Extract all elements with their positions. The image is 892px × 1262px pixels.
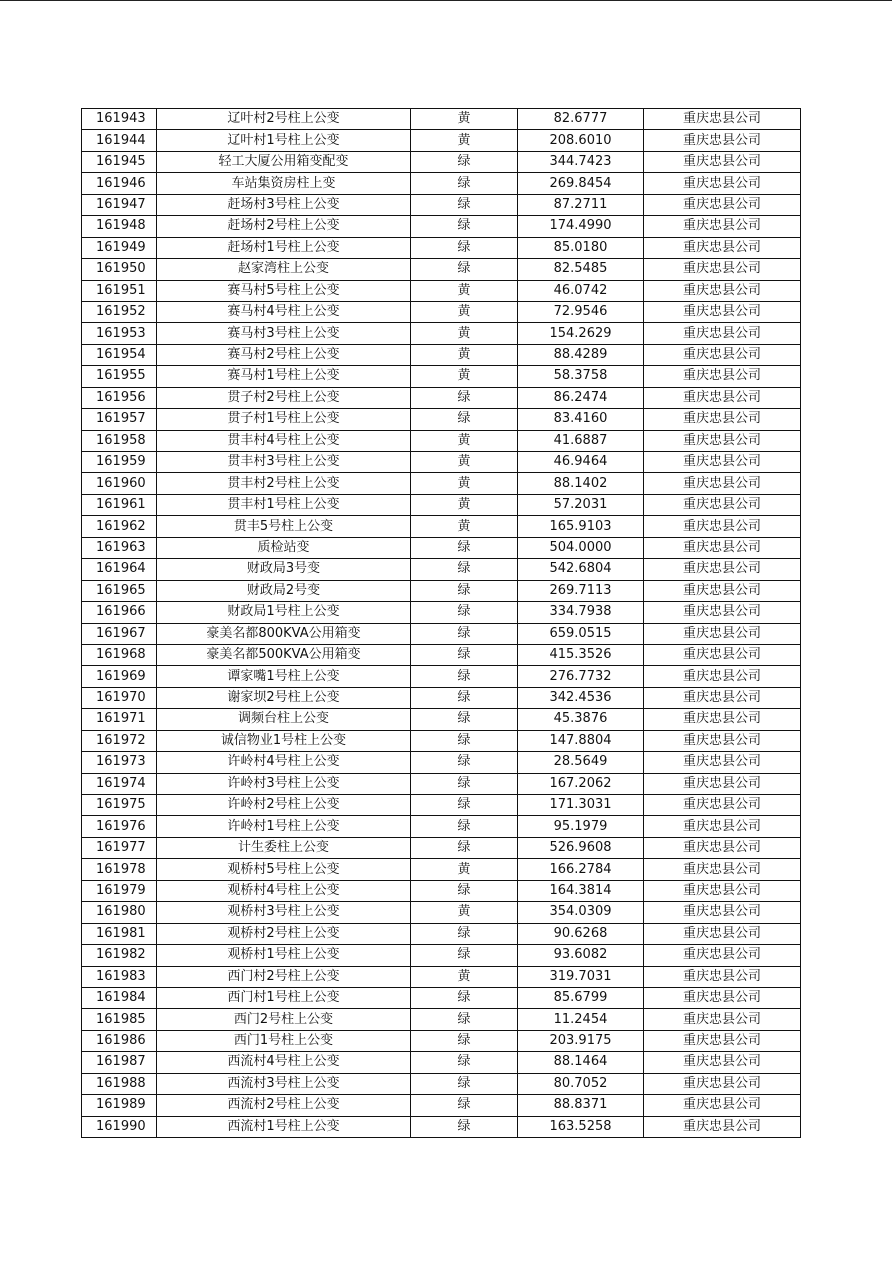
table-row: [82, 366, 801, 387]
transformer-name-cell: 车站集资房柱上变: [157, 173, 411, 194]
value-cell: 342.4536: [518, 687, 644, 708]
value-cell: 354.0309: [518, 902, 644, 923]
transformer-name-cell: 许岭村4号柱上公变: [157, 752, 411, 773]
table-row: [82, 1030, 801, 1051]
table-row: [82, 323, 801, 344]
status-color-cell: 黄: [411, 494, 518, 515]
company-cell: 重庆忠县公司: [644, 1116, 801, 1137]
value-cell: 90.6268: [518, 923, 644, 944]
status-color-cell: 绿: [411, 987, 518, 1008]
status-color-cell: 绿: [411, 1095, 518, 1116]
status-color-cell: 绿: [411, 752, 518, 773]
value-cell: 659.0515: [518, 623, 644, 644]
status-color-cell: 绿: [411, 537, 518, 558]
company-cell: 重庆忠县公司: [644, 151, 801, 172]
value-cell: 504.0000: [518, 537, 644, 558]
record-id-cell: 161963: [82, 537, 157, 558]
page-top-rule: [0, 0, 892, 1]
status-color-cell: 绿: [411, 194, 518, 215]
status-color-cell: 黄: [411, 430, 518, 451]
record-id-cell: 161982: [82, 945, 157, 966]
company-cell: 重庆忠县公司: [644, 537, 801, 558]
company-cell: 重庆忠县公司: [644, 795, 801, 816]
value-cell: 269.8454: [518, 173, 644, 194]
status-color-cell: 黄: [411, 301, 518, 322]
transformer-name-cell: 观桥村3号柱上公变: [157, 902, 411, 923]
record-id-cell: 161968: [82, 644, 157, 665]
value-cell: 147.8804: [518, 730, 644, 751]
value-cell: 46.0742: [518, 280, 644, 301]
value-cell: 319.7031: [518, 966, 644, 987]
status-color-cell: 黄: [411, 902, 518, 923]
company-cell: 重庆忠县公司: [644, 409, 801, 430]
table-row: [82, 816, 801, 837]
record-id-cell: 161970: [82, 687, 157, 708]
transformer-name-cell: 贯丰村2号柱上公变: [157, 473, 411, 494]
table-row: [82, 687, 801, 708]
company-cell: 重庆忠县公司: [644, 580, 801, 601]
table-row: [82, 730, 801, 751]
transformer-name-cell: 贯子村1号柱上公变: [157, 409, 411, 430]
record-id-cell: 161954: [82, 344, 157, 365]
record-id-cell: 161957: [82, 409, 157, 430]
transformer-name-cell: 西流村3号柱上公变: [157, 1073, 411, 1094]
record-id-cell: 161975: [82, 795, 157, 816]
transformer-name-cell: 西门2号柱上公变: [157, 1009, 411, 1030]
company-cell: 重庆忠县公司: [644, 816, 801, 837]
status-color-cell: 黄: [411, 280, 518, 301]
table-row: [82, 109, 801, 130]
transformer-name-cell: 财政局1号柱上公变: [157, 602, 411, 623]
value-cell: 58.3758: [518, 366, 644, 387]
transformer-name-cell: 赛马村4号柱上公变: [157, 301, 411, 322]
company-cell: 重庆忠县公司: [644, 280, 801, 301]
value-cell: 86.2474: [518, 387, 644, 408]
record-id-cell: 161960: [82, 473, 157, 494]
record-id-cell: 161990: [82, 1116, 157, 1137]
company-cell: 重庆忠县公司: [644, 1073, 801, 1094]
table-row: [82, 923, 801, 944]
transformer-name-cell: 辽叶村2号柱上公变: [157, 109, 411, 130]
table-row: [82, 880, 801, 901]
value-cell: 45.3876: [518, 709, 644, 730]
table-row: [82, 966, 801, 987]
value-cell: 57.2031: [518, 494, 644, 515]
transformer-name-cell: 贯丰村1号柱上公变: [157, 494, 411, 515]
status-color-cell: 绿: [411, 216, 518, 237]
value-cell: 11.2454: [518, 1009, 644, 1030]
company-cell: 重庆忠县公司: [644, 752, 801, 773]
record-id-cell: 161961: [82, 494, 157, 515]
company-cell: 重庆忠县公司: [644, 837, 801, 858]
company-cell: 重庆忠县公司: [644, 902, 801, 923]
transformer-name-cell: 赶场村3号柱上公变: [157, 194, 411, 215]
record-id-cell: 161983: [82, 966, 157, 987]
company-cell: 重庆忠县公司: [644, 109, 801, 130]
table-row: [82, 387, 801, 408]
table-row: [82, 151, 801, 172]
value-cell: 415.3526: [518, 644, 644, 665]
record-id-cell: 161965: [82, 580, 157, 601]
status-color-cell: 绿: [411, 559, 518, 580]
status-color-cell: 黄: [411, 344, 518, 365]
company-cell: 重庆忠县公司: [644, 859, 801, 880]
value-cell: 154.2629: [518, 323, 644, 344]
table-row: [82, 795, 801, 816]
status-color-cell: 黄: [411, 130, 518, 151]
status-color-cell: 绿: [411, 602, 518, 623]
transformer-name-cell: 轻工大厦公用箱变配变: [157, 151, 411, 172]
table-row: [82, 216, 801, 237]
record-id-cell: 161974: [82, 773, 157, 794]
table-row: [82, 452, 801, 473]
value-cell: 167.2062: [518, 773, 644, 794]
company-cell: 重庆忠县公司: [644, 237, 801, 258]
transformer-name-cell: 调频台柱上公变: [157, 709, 411, 730]
status-color-cell: 黄: [411, 859, 518, 880]
table-row: [82, 1116, 801, 1137]
status-color-cell: 绿: [411, 387, 518, 408]
company-cell: 重庆忠县公司: [644, 173, 801, 194]
table-row: [82, 409, 801, 430]
value-cell: 87.2711: [518, 194, 644, 215]
company-cell: 重庆忠县公司: [644, 623, 801, 644]
table-row: [82, 859, 801, 880]
status-color-cell: 绿: [411, 837, 518, 858]
company-cell: 重庆忠县公司: [644, 644, 801, 665]
status-color-cell: 绿: [411, 795, 518, 816]
company-cell: 重庆忠县公司: [644, 194, 801, 215]
value-cell: 171.3031: [518, 795, 644, 816]
value-cell: 334.7938: [518, 602, 644, 623]
company-cell: 重庆忠县公司: [644, 494, 801, 515]
table-row: [82, 752, 801, 773]
record-id-cell: 161966: [82, 602, 157, 623]
record-id-cell: 161972: [82, 730, 157, 751]
transformer-name-cell: 贯子村2号柱上公变: [157, 387, 411, 408]
status-color-cell: 黄: [411, 516, 518, 537]
transformer-name-cell: 豪美名都800KVA公用箱变: [157, 623, 411, 644]
status-color-cell: 绿: [411, 151, 518, 172]
status-color-cell: 绿: [411, 644, 518, 665]
table-row: [82, 837, 801, 858]
company-cell: 重庆忠县公司: [644, 773, 801, 794]
transformer-name-cell: 贯丰村4号柱上公变: [157, 430, 411, 451]
record-id-cell: 161958: [82, 430, 157, 451]
company-cell: 重庆忠县公司: [644, 559, 801, 580]
company-cell: 重庆忠县公司: [644, 945, 801, 966]
table-row: [82, 237, 801, 258]
table-row: [82, 773, 801, 794]
record-id-cell: 161984: [82, 987, 157, 1008]
transformer-name-cell: 财政局3号变: [157, 559, 411, 580]
company-cell: 重庆忠县公司: [644, 516, 801, 537]
table-row: [82, 945, 801, 966]
status-color-cell: 绿: [411, 730, 518, 751]
status-color-cell: 绿: [411, 687, 518, 708]
transformer-name-cell: 谢家坝2号柱上公变: [157, 687, 411, 708]
table-row: [82, 516, 801, 537]
value-cell: 88.1464: [518, 1052, 644, 1073]
status-color-cell: 绿: [411, 1073, 518, 1094]
transformer-name-cell: 质检站变: [157, 537, 411, 558]
company-cell: 重庆忠县公司: [644, 130, 801, 151]
transformer-table: [81, 108, 801, 1138]
transformer-name-cell: 赶场村1号柱上公变: [157, 237, 411, 258]
record-id-cell: 161964: [82, 559, 157, 580]
value-cell: 88.4289: [518, 344, 644, 365]
record-id-cell: 161978: [82, 859, 157, 880]
record-id-cell: 161948: [82, 216, 157, 237]
transformer-name-cell: 西流村2号柱上公变: [157, 1095, 411, 1116]
value-cell: 72.9546: [518, 301, 644, 322]
value-cell: 82.5485: [518, 259, 644, 280]
value-cell: 269.7113: [518, 580, 644, 601]
table-row: [82, 344, 801, 365]
transformer-name-cell: 观桥村1号柱上公变: [157, 945, 411, 966]
value-cell: 208.6010: [518, 130, 644, 151]
value-cell: 164.3814: [518, 880, 644, 901]
record-id-cell: 161988: [82, 1073, 157, 1094]
record-id-cell: 161945: [82, 151, 157, 172]
transformer-name-cell: 西流村4号柱上公变: [157, 1052, 411, 1073]
table-row: [82, 1052, 801, 1073]
transformer-name-cell: 西流村1号柱上公变: [157, 1116, 411, 1137]
company-cell: 重庆忠县公司: [644, 452, 801, 473]
transformer-name-cell: 诚信物业1号柱上公变: [157, 730, 411, 751]
status-color-cell: 黄: [411, 473, 518, 494]
value-cell: 83.4160: [518, 409, 644, 430]
table-row: [82, 473, 801, 494]
value-cell: 88.1402: [518, 473, 644, 494]
transformer-name-cell: 赵家湾柱上公变: [157, 259, 411, 280]
company-cell: 重庆忠县公司: [644, 473, 801, 494]
record-id-cell: 161956: [82, 387, 157, 408]
record-id-cell: 161967: [82, 623, 157, 644]
value-cell: 85.6799: [518, 987, 644, 1008]
table-row: [82, 280, 801, 301]
record-id-cell: 161953: [82, 323, 157, 344]
company-cell: 重庆忠县公司: [644, 880, 801, 901]
status-color-cell: 绿: [411, 409, 518, 430]
status-color-cell: 绿: [411, 666, 518, 687]
record-id-cell: 161944: [82, 130, 157, 151]
value-cell: 88.8371: [518, 1095, 644, 1116]
table-row: [82, 537, 801, 558]
transformer-name-cell: 计生委柱上公变: [157, 837, 411, 858]
record-id-cell: 161946: [82, 173, 157, 194]
company-cell: 重庆忠县公司: [644, 366, 801, 387]
value-cell: 166.2784: [518, 859, 644, 880]
company-cell: 重庆忠县公司: [644, 1052, 801, 1073]
table-row: [82, 709, 801, 730]
transformer-name-cell: 赛马村3号柱上公变: [157, 323, 411, 344]
table-row: [82, 173, 801, 194]
table-row: [82, 644, 801, 665]
table-row: [82, 623, 801, 644]
company-cell: 重庆忠县公司: [644, 687, 801, 708]
transformer-name-cell: 辽叶村1号柱上公变: [157, 130, 411, 151]
value-cell: 93.6082: [518, 945, 644, 966]
company-cell: 重庆忠县公司: [644, 259, 801, 280]
transformer-name-cell: 赛马村5号柱上公变: [157, 280, 411, 301]
record-id-cell: 161969: [82, 666, 157, 687]
table-row: [82, 1073, 801, 1094]
status-color-cell: 黄: [411, 109, 518, 130]
record-id-cell: 161943: [82, 109, 157, 130]
record-id-cell: 161959: [82, 452, 157, 473]
transformer-name-cell: 谭家嘴1号柱上公变: [157, 666, 411, 687]
company-cell: 重庆忠县公司: [644, 730, 801, 751]
transformer-name-cell: 观桥村2号柱上公变: [157, 923, 411, 944]
transformer-name-cell: 贯丰5号柱上公变: [157, 516, 411, 537]
status-color-cell: 绿: [411, 945, 518, 966]
transformer-name-cell: 贯丰村3号柱上公变: [157, 452, 411, 473]
record-id-cell: 161973: [82, 752, 157, 773]
record-id-cell: 161980: [82, 902, 157, 923]
value-cell: 28.5649: [518, 752, 644, 773]
value-cell: 526.9608: [518, 837, 644, 858]
status-color-cell: 绿: [411, 580, 518, 601]
transformer-name-cell: 许岭村3号柱上公变: [157, 773, 411, 794]
company-cell: 重庆忠县公司: [644, 966, 801, 987]
company-cell: 重庆忠县公司: [644, 323, 801, 344]
transformer-name-cell: 西门村1号柱上公变: [157, 987, 411, 1008]
company-cell: 重庆忠县公司: [644, 344, 801, 365]
value-cell: 95.1979: [518, 816, 644, 837]
record-id-cell: 161989: [82, 1095, 157, 1116]
company-cell: 重庆忠县公司: [644, 387, 801, 408]
value-cell: 163.5258: [518, 1116, 644, 1137]
table-row: [82, 987, 801, 1008]
company-cell: 重庆忠县公司: [644, 602, 801, 623]
status-color-cell: 绿: [411, 1030, 518, 1051]
transformer-name-cell: 西门1号柱上公变: [157, 1030, 411, 1051]
value-cell: 46.9464: [518, 452, 644, 473]
status-color-cell: 绿: [411, 816, 518, 837]
transformer-name-cell: 许岭村2号柱上公变: [157, 795, 411, 816]
value-cell: 344.7423: [518, 151, 644, 172]
transformer-name-cell: 西门村2号柱上公变: [157, 966, 411, 987]
status-color-cell: 绿: [411, 923, 518, 944]
status-color-cell: 绿: [411, 709, 518, 730]
record-id-cell: 161987: [82, 1052, 157, 1073]
record-id-cell: 161947: [82, 194, 157, 215]
company-cell: 重庆忠县公司: [644, 216, 801, 237]
record-id-cell: 161950: [82, 259, 157, 280]
status-color-cell: 绿: [411, 773, 518, 794]
value-cell: 174.4990: [518, 216, 644, 237]
value-cell: 82.6777: [518, 109, 644, 130]
company-cell: 重庆忠县公司: [644, 301, 801, 322]
transformer-name-cell: 观桥村4号柱上公变: [157, 880, 411, 901]
status-color-cell: 绿: [411, 1116, 518, 1137]
record-id-cell: 161949: [82, 237, 157, 258]
table-row: [82, 902, 801, 923]
status-color-cell: 绿: [411, 880, 518, 901]
record-id-cell: 161986: [82, 1030, 157, 1051]
record-id-cell: 161977: [82, 837, 157, 858]
table-row: [82, 580, 801, 601]
status-color-cell: 黄: [411, 966, 518, 987]
value-cell: 80.7052: [518, 1073, 644, 1094]
record-id-cell: 161985: [82, 1009, 157, 1030]
transformer-name-cell: 赛马村1号柱上公变: [157, 366, 411, 387]
record-id-cell: 161952: [82, 301, 157, 322]
company-cell: 重庆忠县公司: [644, 666, 801, 687]
table-row: [82, 494, 801, 515]
transformer-name-cell: 观桥村5号柱上公变: [157, 859, 411, 880]
table-row: [82, 259, 801, 280]
table-row: [82, 130, 801, 151]
company-cell: 重庆忠县公司: [644, 1009, 801, 1030]
company-cell: 重庆忠县公司: [644, 709, 801, 730]
table-row: [82, 430, 801, 451]
status-color-cell: 绿: [411, 623, 518, 644]
record-id-cell: 161979: [82, 880, 157, 901]
table-row: [82, 1009, 801, 1030]
company-cell: 重庆忠县公司: [644, 923, 801, 944]
status-color-cell: 绿: [411, 259, 518, 280]
status-color-cell: 黄: [411, 366, 518, 387]
status-color-cell: 绿: [411, 237, 518, 258]
status-color-cell: 绿: [411, 173, 518, 194]
transformer-name-cell: 许岭村1号柱上公变: [157, 816, 411, 837]
value-cell: 41.6887: [518, 430, 644, 451]
table-body: [82, 109, 801, 1138]
table-row: [82, 194, 801, 215]
status-color-cell: 绿: [411, 1009, 518, 1030]
value-cell: 542.6804: [518, 559, 644, 580]
value-cell: 165.9103: [518, 516, 644, 537]
record-id-cell: 161981: [82, 923, 157, 944]
value-cell: 276.7732: [518, 666, 644, 687]
record-id-cell: 161976: [82, 816, 157, 837]
company-cell: 重庆忠县公司: [644, 430, 801, 451]
transformer-name-cell: 豪美名都500KVA公用箱变: [157, 644, 411, 665]
table-row: [82, 666, 801, 687]
record-id-cell: 161971: [82, 709, 157, 730]
table-row: [82, 559, 801, 580]
table-row: [82, 1095, 801, 1116]
table-row: [82, 602, 801, 623]
company-cell: 重庆忠县公司: [644, 1030, 801, 1051]
company-cell: 重庆忠县公司: [644, 1095, 801, 1116]
record-id-cell: 161951: [82, 280, 157, 301]
value-cell: 85.0180: [518, 237, 644, 258]
transformer-name-cell: 财政局2号变: [157, 580, 411, 601]
transformer-name-cell: 赛马村2号柱上公变: [157, 344, 411, 365]
record-id-cell: 161955: [82, 366, 157, 387]
company-cell: 重庆忠县公司: [644, 987, 801, 1008]
record-id-cell: 161962: [82, 516, 157, 537]
status-color-cell: 绿: [411, 1052, 518, 1073]
value-cell: 203.9175: [518, 1030, 644, 1051]
status-color-cell: 黄: [411, 323, 518, 344]
status-color-cell: 黄: [411, 452, 518, 473]
transformer-name-cell: 赶场村2号柱上公变: [157, 216, 411, 237]
table-row: [82, 301, 801, 322]
